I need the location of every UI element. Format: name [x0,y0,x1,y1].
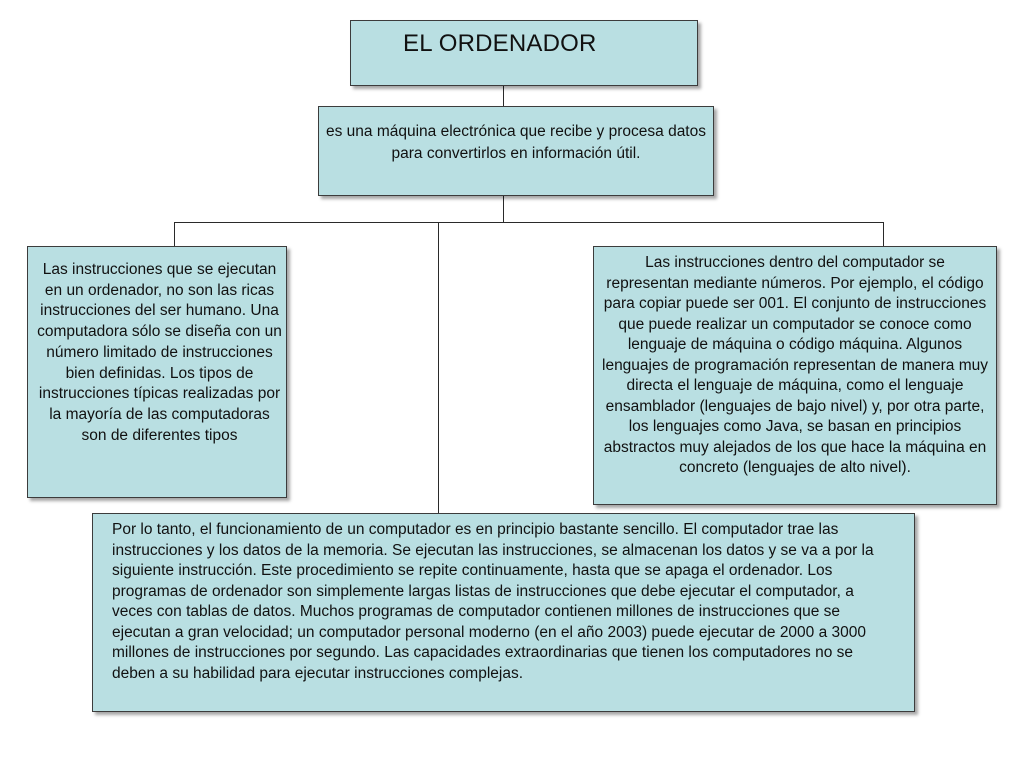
connector-definition-branch [503,196,504,222]
connector-to-right-node [883,222,884,246]
connector-title-definition [503,86,504,106]
connector-horizontal-branch [174,222,884,223]
machine-language-node: Las instrucciones dentro del computador se representan mediante números. Por ejemplo, el código para copiar puede ser 001. El conjunto de instrucciones que puede realizar un computador se conoce como lenguaje de máquina o código máquina. Algunos lenguajes de programación representan de manera muy directa el lenguaje de máquina, como el lenguaje ensamblador (lenguajes de bajo nivel) y, por otra parte, los lenguajes como Java, se basan en principios abstractos muy alejados de los que hace la máquina en concreto (lenguajes de alto nivel). [593,246,997,505]
operation-node: Por lo tanto, el funcionamiento de un computador es en principio bastante sencillo. El computador trae las instrucciones y los datos de la memoria. Se ejecutan las instrucciones, se almacenan los datos y se va a por la siguiente instrucción. Este procedimiento se repite continuamente, hasta que se apaga el ordenador. Los programas de ordenador son simplemente largas listas de instrucciones que debe ejecutar el computador, a veces con tablas de datos. Muchos programas de computador contienen millones de instrucciones que se ejecutan a gran velocidad; un computador personal moderno (en el año 2003) puede ejecutar de 2000 a 3000 millones de instrucciones por segundo. Las capacidades extraordinarias que tienen los computadores no se deben a su habilidad para ejecutar instrucciones complejas. [92,513,915,712]
connector-to-left-node [174,222,175,246]
instructions-node: Las instrucciones que se ejecutan en un ordenador, no son las ricas instrucciones del ser humano. Una computadora sólo se diseña con un número limitado de instrucciones bien definidas. Los tipos de instrucciones típicas realizadas por la mayoría de las computadoras son de diferentes tipos [27,246,287,498]
title-node [350,20,698,86]
connector-to-bottom-node [438,222,439,513]
definition-node: es una máquina electrónica que recibe y procesa datos para convertirlos en información útil. [318,106,714,196]
diagram-title: EL ORDENADOR [403,30,597,57]
